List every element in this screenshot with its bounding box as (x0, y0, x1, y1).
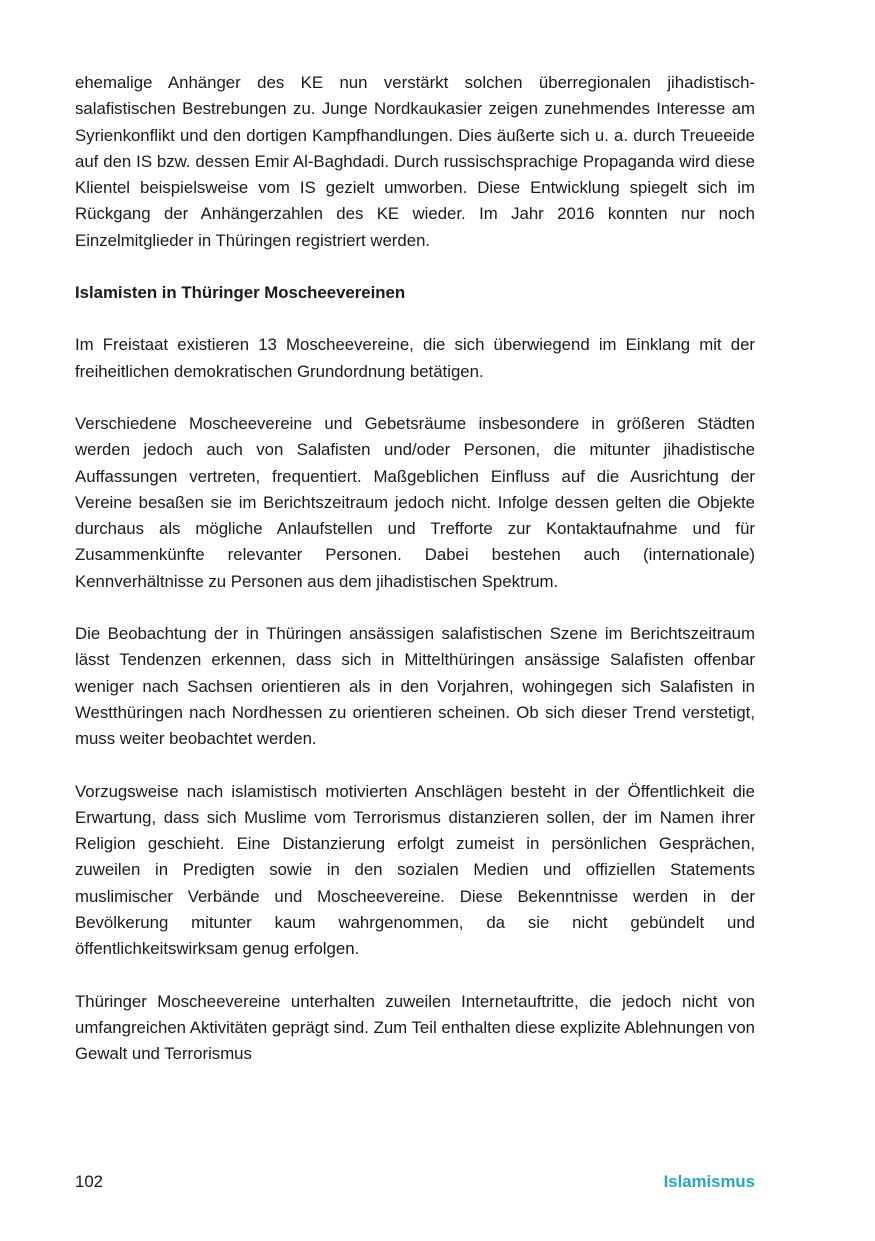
spacer (75, 306, 755, 332)
spacer (75, 385, 755, 411)
spacer (75, 963, 755, 989)
page-number: 102 (75, 1172, 103, 1191)
paragraph-websites: Thüringer Moscheevereine unterhalten zuweilen Internetauftritte, die jedoch nicht von umfangreichen Aktivitäten geprägt sind. Zum Teil enthalten diese explizite Ablehnungen von Gewalt und Terrorismus (75, 991, 755, 1064)
page-footer (75, 1170, 755, 1194)
paragraph-continuation: ehemalige Anhänger des KE nun verstärkt solchen überregionalen jihadistisch-salafistischen Bestrebungen zu. Junge Nordkaukasier zeigen zunehmendes Interesse am Syrienkonflikt und den dortigen Kampfhandlungen. Dies äußerte sich u. a. durch Treueeide auf den IS bzw. dessen Emir Al-Baghdadi. Durch russischsprachige Propaganda wird diese Klientel beispielsweise vom IS gezielt umworben. Diese Entwicklung spiegelt sich im Rückgang der Anhängerzahlen des KE wieder. Im Jahr 2016 konnten nur noch Einzelmitglieder in Thüringen registriert werden. (75, 73, 755, 250)
spacer (75, 254, 755, 280)
document-body (75, 70, 755, 1068)
paragraph-distancing: Vorzugsweise nach islamistisch motivierten Anschlägen besteht in der Öffentlichkeit die Erwartung, dass sich Muslime vom Terrorismus distanzieren sollen, der im Namen ihrer Religion geschieht. Eine Distanzierung erfolgt zumeist in persönlichen Gesprächen, zuweilen in Predigten sowie in den sozialen Medien und offiziellen Statements muslimischer Verbände und Moscheevereine. Diese Bekenntnisse werden in der Bevölkerung mitunter kaum wahrgenommen, da sie nicht gebündelt und öffentlichkeitswirksam genug erfolgen. (75, 781, 755, 959)
paragraph-regional-trends: Die Beobachtung der in Thüringen ansässigen salafistischen Szene im Berichtszeitraum lässt Tendenzen erkennen, dass sich in Mittelthüringen ansässige Salafisten offenbar weniger nach Sachsen orientieren als in den Vorjahren, wohingegen sich Salafisten in Westthüringen nach Nordhessen zu orientieren scheinen. Ob sich dieser Trend verstetigt, muss weiter beobachtet werden. (75, 624, 755, 749)
section-label: Islamismus (663, 1172, 755, 1191)
spacer (75, 753, 755, 779)
section-heading: Islamisten in Thüringer Moscheevereinen (75, 283, 406, 303)
paragraph-mosque-visitors: Verschiedene Moscheevereine und Gebetsräume insbesondere in größeren Städten werden jedoch auch von Salafisten und/oder Personen, die mitunter jihadistische Auffassungen vertreten, frequentiert. Maßgeblichen Einfluss auf die Ausrichtung der Vereine besaßen sie im Berichtszeitraum jedoch nicht. Infolge dessen gelten die Objekte durchaus als mögliche Anlaufstellen und Trefforte zur Kontaktaufnahme und für Zusammenkünfte relevanter Personen. Dabei bestehen auch (internationale) Kennverhältnisse zu Personen aus dem jihadistischen Spektrum. (75, 413, 755, 591)
paragraph-mosque-count: Im Freistaat existieren 13 Moscheevereine, die sich überwiegend im Einklang mit der freiheitlichen demokratischen Grundordnung betätigen. (75, 335, 755, 381)
spacer (75, 595, 755, 621)
